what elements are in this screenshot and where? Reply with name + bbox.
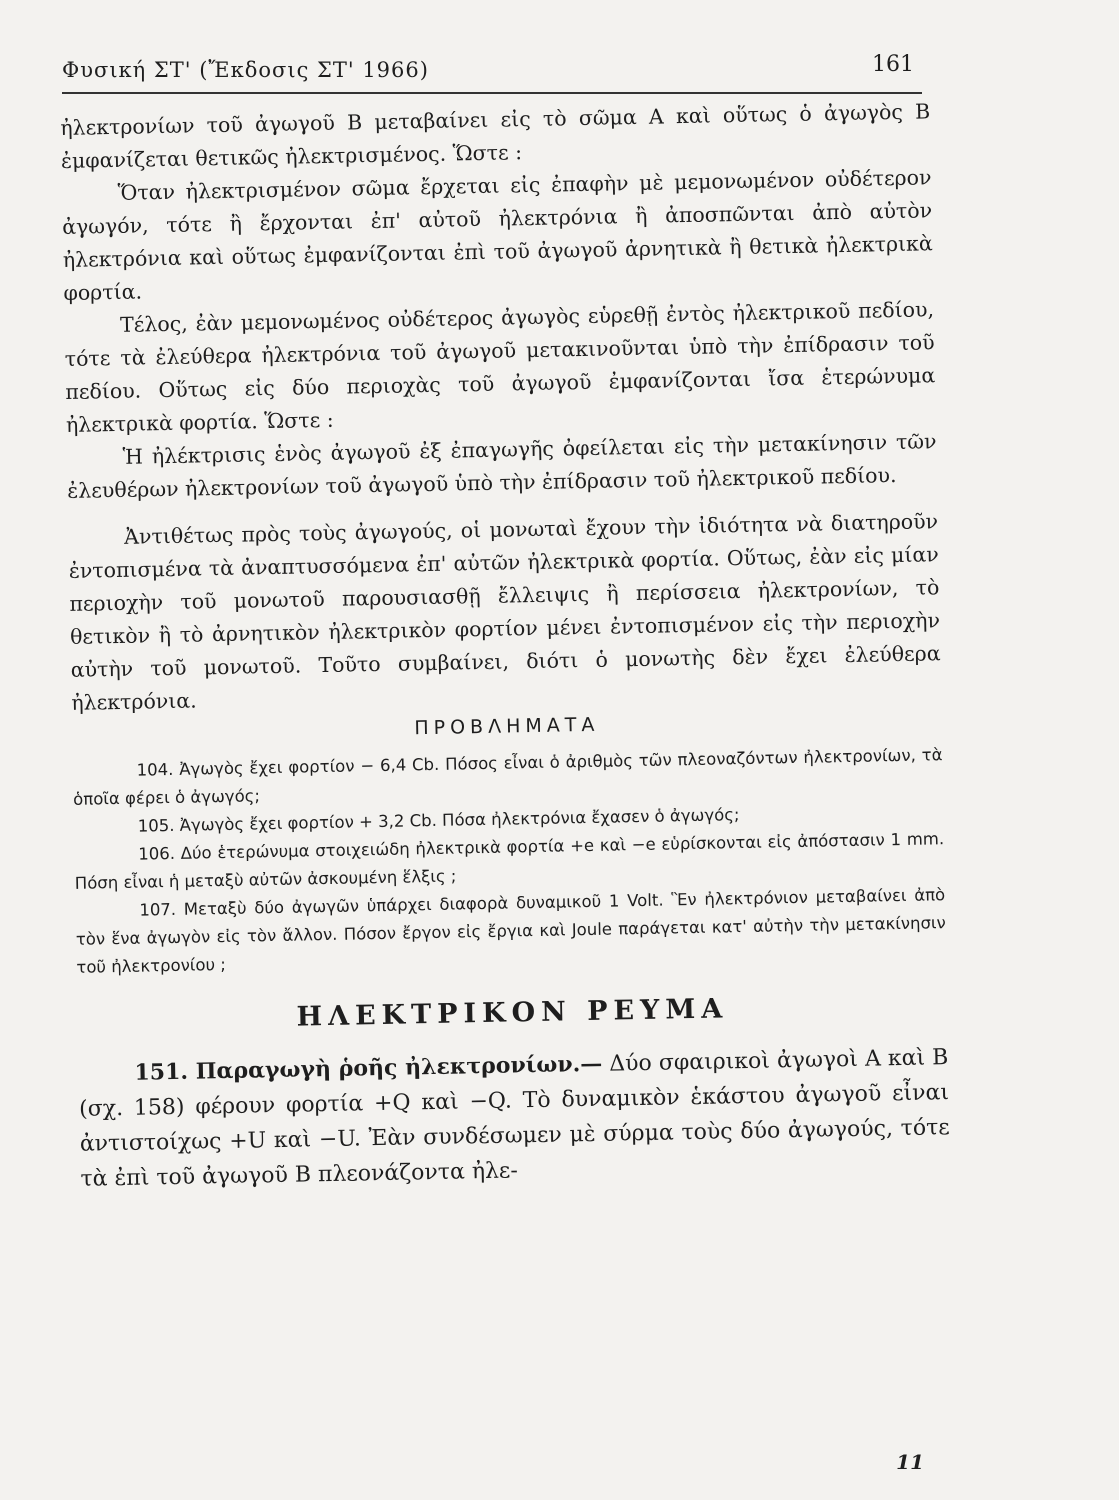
problems-heading: ΠΡΟΒΛΗΜΑΤΑ: [414, 713, 600, 740]
paragraph: ἠλεκτρονίων τοῦ ἀγωγοῦ Β μεταβαίνει εἰς τὸ σῶμα Α καὶ οὕτως ὁ ἀγωγὸς Β ἐμφανίζεται θετικῶς ἠλεκτρισμένος. Ὥστε :: [60, 99, 931, 173]
chapter-heading: ΗΛΕΚΤΡΙΚΟΝ ΡΕΥΜΑ: [296, 993, 729, 1033]
signature-mark: 11: [896, 1450, 924, 1474]
paragraph: Ἡ ἠλέκτρισις ἑνὸς ἀγωγοῦ ἐξ ἐπαγωγῆς ὀφείλεται εἰς τὴν μετακίνησιν τῶν ἐλευθέρων ἠλεκτρονίων τοῦ ἀγωγοῦ ὑπὸ τὴν ἐπίδρασιν τοῦ ἠλεκτρικοῦ πεδίου.: [67, 429, 937, 503]
page-number: 161: [872, 52, 914, 77]
section-paragraph: [78, 1040, 951, 1197]
problem-item: 106. Δύο ἑτερώνυμα στοιχειώδη ἠλεκτρικὰ φορτία +e καὶ −e εὑρίσκονται εἰς ἀπόστασιν 1 mm. Πόση εἶναι ἡ μεταξὺ αὐτῶν ἀσκουμένη ἕλξις ;: [74, 829, 945, 893]
section-text: Δύο σφαιρικοὶ ἀγωγοὶ Α καὶ Β (σχ. 158) φέρουν φορτία +Q καὶ −Q. Τὸ δυναμικὸν ἑκάστου ἀγωγοῦ εἶναι ἀντιστοίχως +U καὶ −U. Ἐὰν συνδέσωμεν μὲ σύρμα τοὺς δύο ἀγωγούς, τότε τὰ ἐπὶ τοῦ ἀγωγοῦ Β πλεονάζοντα ἠλε-: [78, 1045, 950, 1192]
paragraph: Τέλος, ἐὰν μεμονωμένος οὐδέτερος ἀγωγὸς εὑρεθῇ ἐντὸς ἠλεκτρικοῦ πεδίου, τότε τὰ ἐλεύθερα ἠλεκτρόνια τοῦ ἀγωγοῦ μετακινοῦνται ὑπὸ τὴν ἐπίδρασιν τοῦ πεδίου. Οὕτως εἰς δύο περιοχὰς τοῦ ἀγωγοῦ ἐμφανίζονται ἴσα ἑτερώνυμα ἠλεκτρικὰ φορτία. Ὥστε :: [64, 297, 936, 437]
problem-item: 107. Μεταξὺ δύο ἀγωγῶν ὑπάρχει διαφορὰ δυναμικοῦ 1 Volt. Ἓν ἠλεκτρόνιον μεταβαίνει ἀπὸ τὸν ἕνα ἀγωγὸν εἰς τὸν ἄλλον. Πόσον ἔργον εἰς ἔργια καὶ Joule παράγεται κατ' αὐτὴν τὴν μετακίνησιν τοῦ ἠλεκτρονίου ;: [75, 885, 946, 977]
header-title: Φυσική ΣΤ' (Ἔκδοσις ΣΤ' 1966): [62, 58, 429, 82]
paragraph: Ὅταν ἠλεκτρισμένον σῶμα ἔρχεται εἰς ἐπαφὴν μὲ μεμονωμένον οὐδέτερον ἀγωγόν, τότε ἢ ἔρχονται ἐπ' αὐτοῦ ἠλεκτρόνια ἢ ἀποσπῶνται ἀπὸ αὐτὸν ἠλεκτρόνια καὶ οὕτως ἐμφανίζονται ἐπὶ τοῦ ἀγωγοῦ ἀρνητικὰ ἢ θετικὰ ἠλεκτρικὰ φορτία.: [61, 165, 933, 305]
page-body: [60, 95, 951, 1197]
paragraph: Ἀντιθέτως πρὸς τοὺς ἀγωγούς, οἱ μονωταὶ ἔχουν τὴν ἰδιότητα νὰ διατηροῦν ἐντοπισμένα τὰ ἀναπτυσσόμενα ἐπ' αὐτῶν ἠλεκτρικὰ φορτία. Οὕτως, ἐὰν εἰς μίαν περιοχὴν τοῦ μονωτοῦ παρουσιασθῇ ἔλλειψις ἢ περίσσεια ἠλεκτρονίων, τὸ θετικὸν ἢ τὸ ἀρνητικὸν ἠλεκτρικὸν φορτίον μένει ἐντοπισμένον εἰς τὴν περιοχὴν αὐτὴν τοῦ μονωτοῦ. Τοῦτο συμβαίνει, διότι ὁ μονωτὴς δὲν ἔχει ἐλεύθερα ἠλεκτρόνια.: [68, 509, 941, 715]
problem-item: 104. Ἀγωγὸς ἔχει φορτίον − 6,4 Cb. Πόσος εἶναι ὁ ἀριθμὸς τῶν πλεοναζόντων ἠλεκτρονίων, τὰ ὁποῖα φέρει ὁ ἀγωγός;: [73, 745, 943, 809]
section-title: 151. Παραγωγὴ ῥοῆς ἠλεκτρονίων.—: [134, 1050, 603, 1086]
problems-list: [72, 741, 946, 982]
running-header: [62, 52, 922, 94]
problem-item: 105. Ἀγωγὸς ἔχει φορτίον + 3,2 Cb. Πόσα ἠλεκτρόνια ἔχασεν ὁ ἀγωγός;: [137, 805, 740, 836]
